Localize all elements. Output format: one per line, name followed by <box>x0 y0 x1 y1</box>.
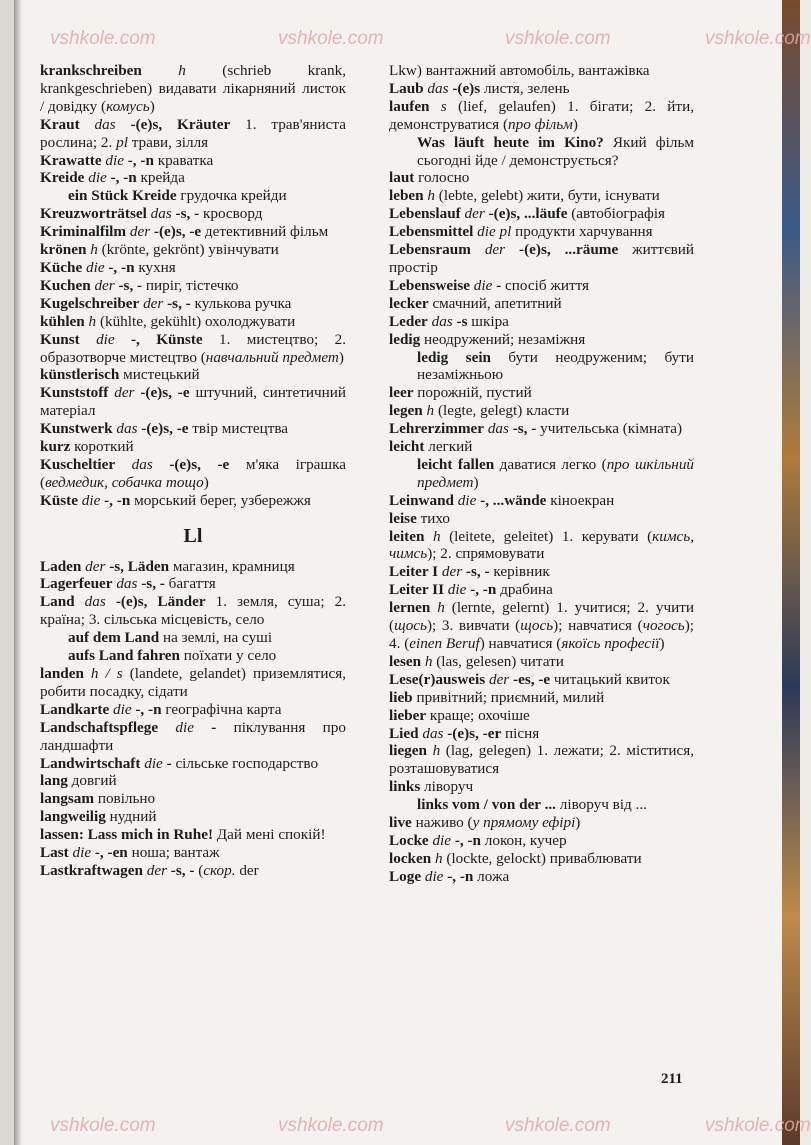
dictionary-entry: ledig неодружений; незаміжня <box>389 330 586 348</box>
dictionary-entry: kühlen h (kühlte, gekühlt) охолоджувати <box>40 312 296 330</box>
dictionary-entry: Kriminalfilm der -(e)s, -e детективний фільм <box>40 223 329 241</box>
dictionary-entry: Lebensweise die - спосіб життя <box>389 276 590 294</box>
dictionary-entry: Landkarte die -, -n географічна карта <box>40 700 282 718</box>
watermark: vshkole.com <box>505 1115 611 1136</box>
dictionary-entry: lassen: Lass mich in Ruhe! Дай мені спокій! <box>40 826 326 844</box>
dictionary-entry: Landwirtschaft die - сільське господарство <box>40 754 319 772</box>
dictionary-entry: krankschreiben h (schrieb krank, krankgeschrieben) видавати лікарняний листок / довідку (комусь) <box>40 62 346 115</box>
dictionary-entry: künstlerisch мистецький <box>40 366 200 384</box>
dictionary-entry: lecker смачний, апетитний <box>389 294 562 312</box>
dictionary-entry: Last die -, -en ноша; вантаж <box>40 844 220 862</box>
dictionary-entry: lieb привітний; приємний, милий <box>389 688 605 706</box>
dictionary-entry: leise тихо <box>389 509 451 527</box>
dictionary-entry: Lese(r)ausweis der -es, -e читацький квиток <box>389 670 670 688</box>
dictionary-entry: Lkw) вантажний автомобіль, вантажівка <box>389 62 650 79</box>
dictionary-entry: leben h (lebte, gelebt) жити, бути, існувати <box>389 187 660 205</box>
dictionary-entry: Kunstwerk das -(e)s, -e твір мистецтва <box>40 420 289 438</box>
dictionary-entry: Land das -(e)s, Länder 1. земля, суша; 2. країна; 3. сільська місцевість, село <box>40 593 347 629</box>
entries-k <box>40 62 346 510</box>
watermark: vshkole.com <box>705 28 811 49</box>
dictionary-entry: landen h / s (landete, gelandet) приземлятися, робити посадку, сідати <box>40 665 346 700</box>
page-number: 211 <box>661 1071 683 1087</box>
dictionary-phrase: ein Stück Kreide грудочка крейди <box>68 187 287 205</box>
dictionary-entry: Küche die -, -n кухня <box>40 258 176 276</box>
watermark: vshkole.com <box>278 28 384 49</box>
entries-l-continued <box>389 62 694 886</box>
dictionary-entry: Locke die -, -n локон, кучер <box>389 831 567 849</box>
dictionary-entry: Leiter I der -s, - керівник <box>389 563 550 581</box>
dictionary-entry: Lebensraum der -(e)s, ...räume життєвий простір <box>389 241 695 276</box>
page-right-edge <box>782 0 800 1145</box>
right-column <box>389 62 694 886</box>
dictionary-entry: laufen s (lief, gelaufen) 1. бігати; 2. йти, демонструватися (про фільм) <box>389 97 694 133</box>
dictionary-entry: liegen h (lag, gelegen) 1. лежати; 2. міститися, розташовуватися <box>389 742 695 778</box>
dictionary-phrase: aufs Land fahren поїхати у село <box>68 647 277 665</box>
dictionary-entry: live наживо (у прямому ефірі) <box>389 814 581 832</box>
watermark: vshkole.com <box>278 1115 384 1136</box>
dictionary-phrase: ledig sein бути неодруженим; бути незаміжньою <box>417 348 694 384</box>
dictionary-entry: lernen h (lernte, gelernt) 1. учитися; 2. учити (щось); 3. вивчати (щось); навчатися (чогось); 4. (einen Beruf) навчатися (якоїсь професії) <box>389 599 694 652</box>
section-heading: Ll <box>183 524 203 547</box>
dictionary-entry: Loge die -, -n ложа <box>389 867 510 885</box>
dictionary-entry: leicht легкий <box>389 438 473 456</box>
dictionary-entry: locken h (lockte, gelockt) приваблювати <box>389 849 642 867</box>
dictionary-entry: Lebenslauf der -(e)s, ...läufe (автобіографія <box>389 205 666 223</box>
dictionary-entry: Laub das -(e)s листя, зелень <box>389 79 570 97</box>
dictionary-entry: Leder das -s шкіра <box>389 312 509 330</box>
dictionary-entry: Kreide die -, -n крейда <box>40 169 185 187</box>
dictionary-entry: Kuchen der -s, - пиріг, тістечко <box>40 276 239 294</box>
dictionary-entry: lesen h (las, gelesen) читати <box>389 652 564 670</box>
dictionary-phrase: auf dem Land на землі, на суші <box>68 629 273 647</box>
watermark: vshkole.com <box>50 28 156 49</box>
watermark: vshkole.com <box>705 1115 811 1136</box>
dictionary-entry: lieber краще; охочіше <box>389 706 530 724</box>
dictionary-entry: leiten h (leitete, geleitet) 1. керувати (кимсь, чимсь); 2. спрямовувати <box>389 527 695 563</box>
dictionary-entry: links ліворуч <box>389 778 474 796</box>
dictionary-entry: kurz короткий <box>40 438 134 456</box>
entries-l <box>40 558 346 880</box>
dictionary-entry: langweilig нудний <box>40 808 157 826</box>
dictionary-entry: leer порожній, пустий <box>389 384 532 402</box>
dictionary-phrase: links vom / von der ... ліворуч від ... <box>417 796 647 814</box>
dictionary-entry: Lied das -(e)s, -er пісня <box>389 724 540 742</box>
dictionary-entry: legen h (legte, gelegt) класти <box>389 402 570 420</box>
dictionary-entry: Kunst die -, Künste 1. мистецтво; 2. образотворче мистецтво (навчальний предмет) <box>40 330 347 366</box>
dictionary-entry: lang довгий <box>40 772 117 790</box>
dictionary-entry: langsam повільно <box>40 790 156 808</box>
dictionary-entry: Krawatte die -, -n краватка <box>40 151 214 169</box>
dictionary-entry: Leinwand die -, ...wände кіноекран <box>389 491 615 509</box>
dictionary-entry: Landschaftspflege die - піклування про ландшафти <box>40 718 346 754</box>
dictionary-phrase: leicht fallen даватися легко (про шкільний предмет) <box>417 455 695 491</box>
left-column <box>40 62 346 880</box>
dictionary-entry: laut голосно <box>389 169 470 187</box>
dictionary-entry: Kreuzworträtsel das -s, - кросворд <box>40 205 263 223</box>
dictionary-entry: Kunststoff der -(e)s, -e штучний, синтетичний матеріал <box>40 384 347 420</box>
dictionary-phrase: Was läuft heute im Kino? Який фільм сьогодні йде / демонструється? <box>417 133 694 169</box>
dictionary-entry: Leiter II die -, -n драбина <box>389 581 553 599</box>
watermark: vshkole.com <box>505 28 611 49</box>
dictionary-entry: Lehrerzimmer das -s, - учительська (кімната) <box>389 420 683 438</box>
dictionary-entry: Lebensmittel die pl продукти харчування <box>389 223 653 241</box>
dictionary-entry: Kuscheltier das -(e)s, -e м'яка іграшка (ведмедик, собачка тощо) <box>40 455 347 491</box>
dictionary-entry: Kraut das -(e)s, Kräuter 1. трав'яниста рослина; 2. pl трави, зілля <box>40 115 346 151</box>
dictionary-entry: krönen h (krönte, gekrönt) увінчувати <box>40 241 279 259</box>
watermark: vshkole.com <box>50 1115 156 1136</box>
dictionary-entry: Laden der -s, Läden магазин, крамниця <box>40 557 295 575</box>
dictionary-entry: Lastkraftwagen der -s, - (скор. der <box>40 861 259 879</box>
dictionary-entry: Kugelschreiber der -s, - кулькова ручка <box>40 294 292 312</box>
dictionary-entry: Lagerfeuer das -s, - багаття <box>40 575 216 593</box>
dictionary-entry: Küste die -, -n морський берег, узбережжя <box>40 491 311 509</box>
page-left-margin <box>0 0 14 1145</box>
